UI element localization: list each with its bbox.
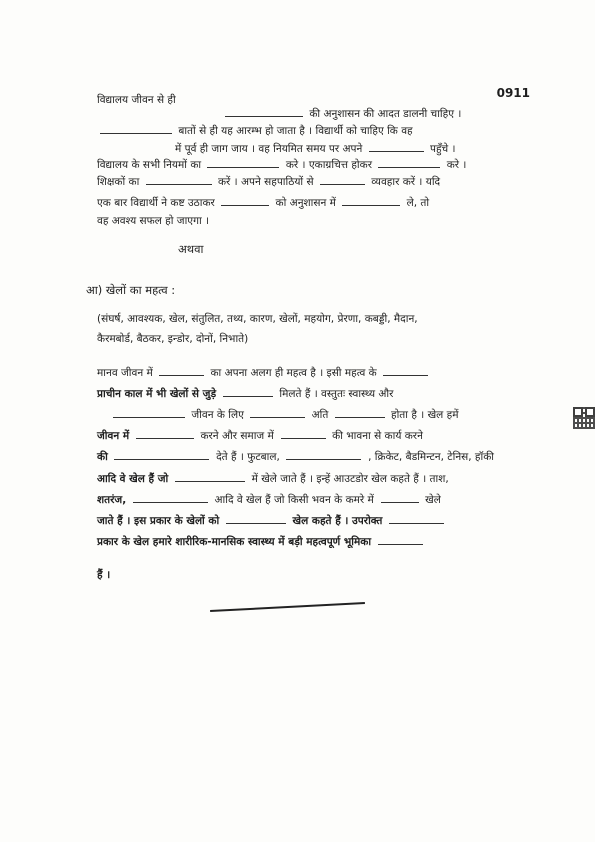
blank[interactable]	[133, 501, 208, 503]
text: का अपना अलग ही महत्व है । इसी महत्व के	[210, 367, 377, 379]
para-a-line-6	[97, 177, 440, 188]
blank[interactable]	[146, 183, 212, 185]
text: वह अवश्य सफल हो जाएगा ।	[97, 215, 210, 227]
text: करें । अपने सहपाठियों से	[217, 176, 314, 188]
para-a-line-1	[97, 95, 176, 106]
text: अति	[311, 409, 329, 421]
blank[interactable]	[286, 458, 361, 460]
text: को अनुशासन में	[275, 197, 336, 209]
blank[interactable]	[225, 115, 303, 117]
text: विद्यालय जीवन से ही	[97, 94, 176, 106]
word-bank-line-1: (संघर्ष, आवश्यक, खेल, संतुलित, तथ्य, कारण, खेलों, महयोग, प्रेरणा, कबड्डी, मैदान,	[97, 313, 418, 325]
text: ले, तो	[406, 197, 430, 209]
blank[interactable]	[136, 437, 194, 439]
text: की अनुशासन की आदत डालनी चाहिए ।	[309, 108, 462, 120]
blank[interactable]	[378, 543, 423, 545]
blank[interactable]	[383, 374, 428, 376]
text: करने और समाज में	[200, 430, 274, 442]
blank[interactable]	[381, 501, 419, 503]
para-a-line-7	[97, 198, 429, 209]
text: मिलते हैं । वस्तुतः स्वास्थ्य और	[279, 388, 394, 400]
para-b-line-9	[97, 537, 426, 548]
blank[interactable]	[389, 522, 444, 524]
para-a-line-5	[97, 160, 466, 171]
text: की	[97, 451, 108, 463]
text: प्रकार के खेल हमारे शारीरिक-मानसिक स्वास्थ्य में बड़ी महत्वपूर्ण भूमिका	[97, 536, 372, 548]
text: बातों से ही यह आरम्भ हो जाता है । विद्यार्थी को चाहिए कि वह	[178, 125, 413, 137]
or-label: अथवा	[178, 242, 204, 256]
blank[interactable]	[335, 416, 385, 418]
text: , क्रिकेट, बैडमिन्टन, टेनिस, हॉकी	[368, 451, 494, 463]
para-b-line-5	[97, 452, 494, 463]
blank[interactable]	[378, 166, 440, 168]
para-a-line-4	[175, 144, 456, 155]
para-b-line-7	[97, 495, 441, 506]
text: आदि वे खेल हैं जो	[97, 473, 169, 485]
blank[interactable]	[159, 374, 204, 376]
para-a-line-8	[97, 216, 209, 227]
text: प्राचीन काल में भी खेलों से जुड़े	[97, 388, 217, 400]
text: खेले	[425, 494, 441, 506]
blank[interactable]	[250, 416, 305, 418]
para-b-line-2	[97, 389, 393, 400]
para-b-line-10	[97, 570, 110, 581]
para-b-line-4	[97, 431, 423, 442]
text: जाते हैं । इस प्रकार के खेलों को	[97, 515, 220, 527]
text: खेल कहते हैं । उपरोक्त	[292, 515, 383, 527]
text: देते हैं । फुटबाल,	[216, 451, 280, 463]
blank[interactable]	[175, 480, 245, 482]
text: विद्यालय के सभी नियमों का	[97, 159, 202, 171]
para-a-line-2	[222, 109, 461, 120]
text: करे । एकाग्रचित्त होकर	[285, 159, 372, 171]
blank[interactable]	[281, 437, 326, 439]
blank[interactable]	[223, 395, 273, 397]
para-b-line-6	[97, 474, 449, 485]
text: हैं ।	[97, 569, 111, 581]
para-b-line-8	[97, 516, 447, 527]
text: जीवन के लिए	[191, 409, 244, 421]
qr-code-icon	[573, 407, 595, 429]
blank[interactable]	[114, 458, 209, 460]
blank[interactable]	[100, 132, 172, 134]
section-b-heading: आ) खेलों का महत्व :	[86, 283, 176, 297]
para-b-line-1	[97, 368, 431, 379]
text: में पूर्व ही जाग जाय । वह नियमित समय पर अपने	[175, 143, 363, 155]
text: आदि वे खेल हैं जो किसी भवन के कमरे में	[214, 494, 374, 506]
text: शतरंज,	[97, 494, 127, 506]
word-bank-line-2: कैरमबोर्ड, बैठकर, इन्डोर, दोनों, निभाते)	[97, 333, 249, 345]
text: में खेले जाते हैं । इन्हें आउटडोर खेल कहते हैं । ताश,	[251, 473, 449, 485]
para-a-line-3	[97, 126, 413, 137]
blank[interactable]	[342, 204, 400, 206]
blank[interactable]	[226, 522, 286, 524]
text: करे ।	[446, 159, 467, 171]
text: मानव जीवन में	[97, 367, 153, 379]
blank[interactable]	[221, 204, 269, 206]
para-b-line-3	[110, 410, 458, 421]
text: होता है । खेल हमें	[391, 409, 459, 421]
text: शिक्षकों का	[97, 176, 140, 188]
blank[interactable]	[369, 150, 424, 152]
end-line-signature	[210, 602, 365, 612]
blank[interactable]	[113, 416, 185, 418]
blank[interactable]	[207, 166, 279, 168]
text: की भावना से कार्य करने	[332, 430, 423, 442]
page-code: 0911	[496, 86, 530, 100]
text: पहुँचे ।	[430, 143, 456, 155]
text: व्यवहार करें । यदि	[371, 176, 441, 188]
blank[interactable]	[320, 183, 365, 185]
text: जीवन में	[97, 430, 130, 442]
text: एक बार विद्यार्थी ने कष्ट उठाकर	[97, 197, 215, 209]
